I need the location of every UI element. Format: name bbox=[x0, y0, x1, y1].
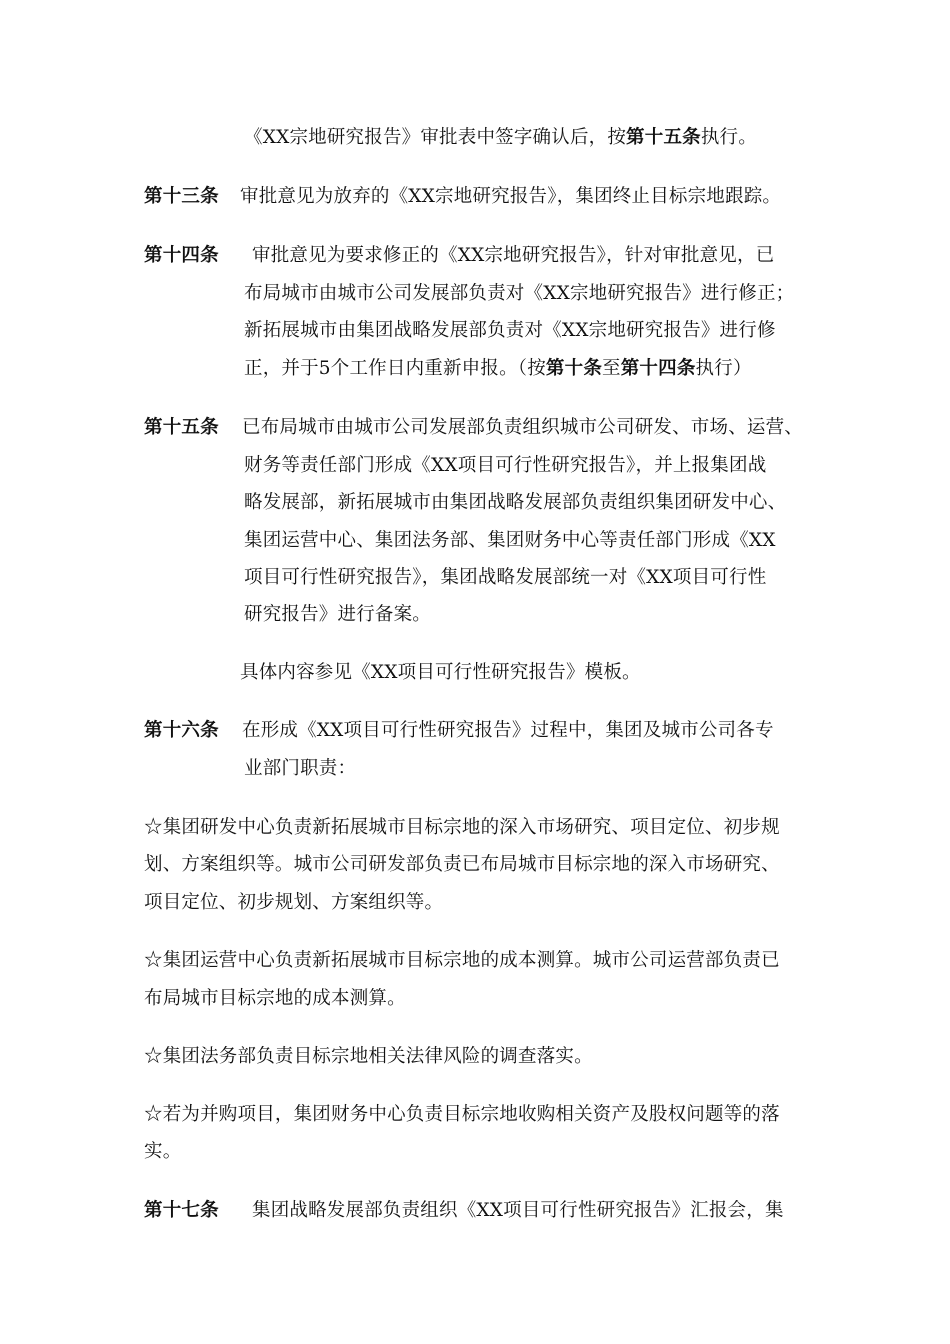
article-13-label bbox=[144, 184, 219, 210]
article-16-line: 业部门职责： bbox=[244, 758, 357, 779]
article-label: 第十三条 bbox=[144, 186, 219, 207]
article-15-line: 财务等责任部门形成《XX项目可行性研究报告》，并上报集团战 bbox=[244, 455, 767, 476]
article-16-line: 在形成《XX项目可行性研究报告》过程中，集团及城市公司各专 bbox=[242, 720, 774, 741]
text: 执行） bbox=[695, 358, 752, 379]
article-15-line: 研究报告》进行备案。 bbox=[244, 604, 432, 625]
article-14-label bbox=[144, 243, 219, 269]
article-14-line: 审批意见为要求修正的《XX宗地研究报告》，针对审批意见，已 bbox=[252, 245, 775, 266]
bullet-line: ☆集团运营中心负责新拓展城市目标宗地的成本测算。城市公司运营部负责已 bbox=[144, 950, 780, 971]
bullet-line: ☆若为并购项目，集团财务中心负责目标宗地收购相关资产及股权问题等的落 bbox=[144, 1104, 780, 1125]
bullet-line: ☆集团法务部负责目标宗地相关法律风险的调查落实。 bbox=[144, 1046, 593, 1067]
bullet-line: ☆集团研发中心负责新拓展城市目标宗地的深入市场研究、项目定位、初步规 bbox=[144, 817, 780, 838]
article-label: 第十七条 bbox=[144, 1200, 219, 1221]
article-label: 第十五条 bbox=[144, 417, 219, 438]
article-ref: 第十五条 bbox=[626, 127, 701, 148]
bullet-line: 实。 bbox=[144, 1141, 182, 1162]
article-ref: 第十条 bbox=[545, 358, 603, 379]
article-14-line bbox=[244, 356, 752, 382]
article-14-line: 布局城市由城市公司发展部负责对《XX宗地研究报告》进行修正； bbox=[244, 283, 795, 304]
article-15-line: 集团运营中心、集团法务部、集团财务中心等责任部门形成《XX bbox=[244, 530, 776, 551]
paragraph-continuation bbox=[244, 125, 757, 151]
article-14-line: 新拓展城市由集团战略发展部负责对《XX宗地研究报告》进行修 bbox=[244, 320, 776, 341]
text: 至 bbox=[602, 358, 621, 379]
article-label: 第十四条 bbox=[144, 245, 219, 266]
article-15-label bbox=[144, 415, 219, 441]
text: 执行。 bbox=[700, 127, 757, 148]
article-15-line: 已布局城市由城市公司发展部负责组织城市公司研发、市场、运营、 bbox=[242, 417, 804, 438]
bullet-line: 项目定位、初步规划、方案组织等。 bbox=[144, 892, 444, 913]
article-13-text: 审批意见为放弃的《XX宗地研究报告》，集团终止目标宗地跟踪。 bbox=[240, 186, 782, 207]
bullet-line: 划、方案组织等。城市公司研发部负责已布局城市目标宗地的深入市场研究、 bbox=[144, 854, 780, 875]
article-17-line: 集团战略发展部负责组织《XX项目可行性研究报告》汇报会，集 bbox=[252, 1200, 784, 1221]
article-16-label bbox=[144, 718, 219, 744]
article-label: 第十六条 bbox=[144, 720, 219, 741]
template-note: 具体内容参见《XX项目可行性研究报告》模板。 bbox=[240, 662, 641, 683]
text: 《XX宗地研究报告》审批表中签字确认后，按 bbox=[244, 127, 627, 148]
article-15-line: 略发展部，新拓展城市由集团战略发展部负责组织集团研发中心、 bbox=[244, 492, 787, 513]
article-ref: 第十四条 bbox=[620, 358, 696, 379]
article-17-label bbox=[144, 1198, 219, 1224]
article-15-line: 项目可行性研究报告》，集团战略发展部统一对《XX项目可行性 bbox=[244, 567, 767, 588]
bullet-line: 布局城市目标宗地的成本测算。 bbox=[144, 988, 406, 1009]
text: 正，并于5个工作日内重新申报。（按 bbox=[244, 358, 546, 379]
